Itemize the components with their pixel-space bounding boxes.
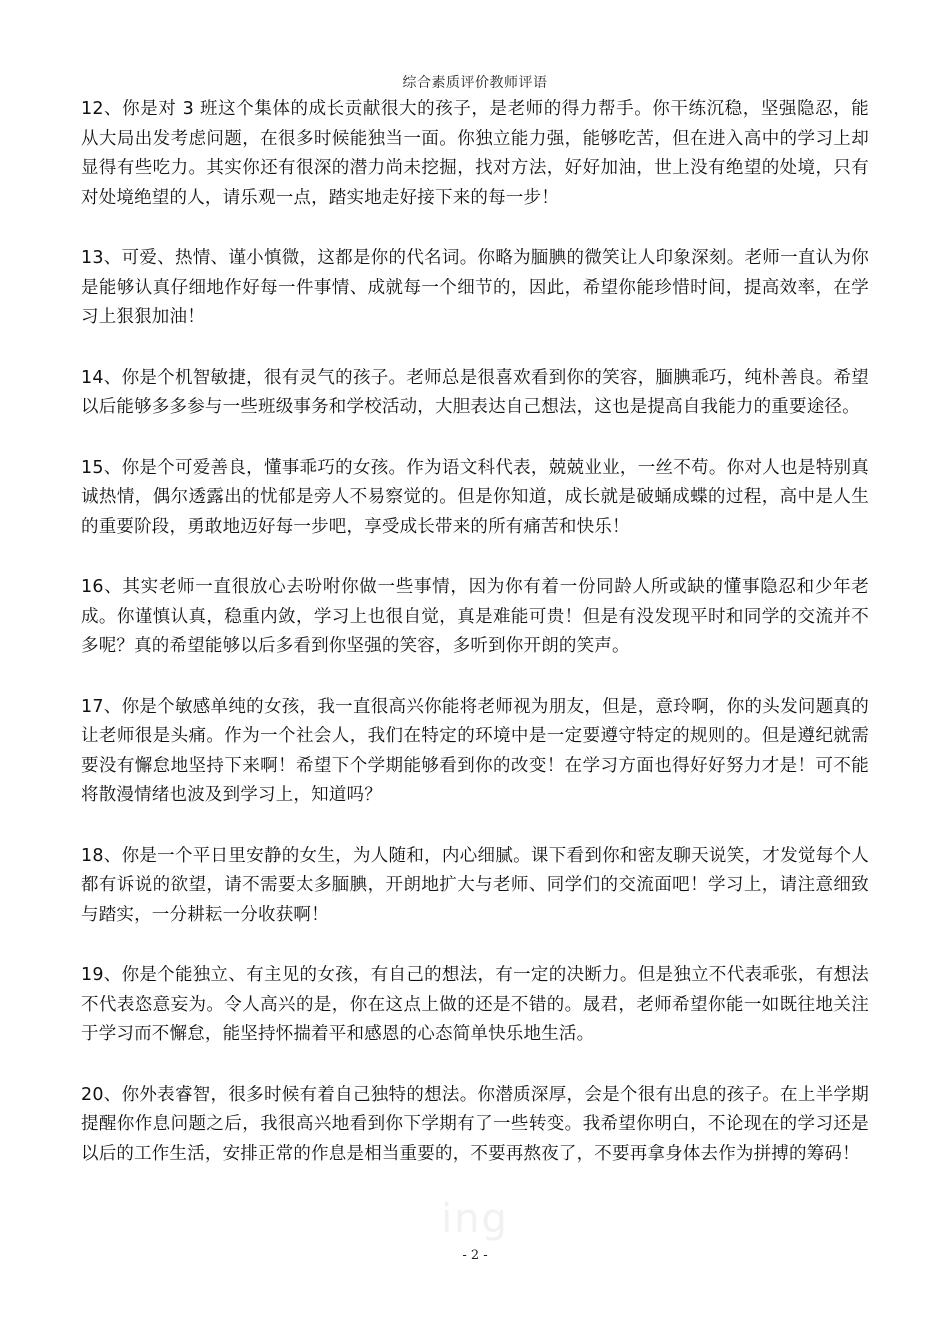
page-header-title: 综合素质评价教师评语	[402, 75, 548, 91]
comment-paragraph-13: 13、可爱、热情、谨小慎微，这都是你的代名词。你略为腼腆的微笑让人印象深刻。老师一直认为你是能够认真仔细地作好每一件事情、成就每一个细节的，因此，希望你能珍惜时间，提高效率，在学习上狠狠加油！	[81, 248, 869, 327]
comment-paragraph-15: 15、你是个可爱善良，懂事乖巧的女孩。作为语文科代表，兢兢业业，一丝不苟。你对人也是特别真诚热情，偶尔透露出的忧郁是旁人不易察觉的。但是你知道，成长就是破蛹成蝶的过程，高中是人生的重要阶段，勇敢地迈好每一步吧，享受成长带来的所有痛苦和快乐！	[81, 457, 869, 537]
comment-paragraph-17: 17、你是个敏感单纯的女孩，我一直很高兴你能将老师视为朋友，但是，意玲啊，你的头发问题真的让老师很是头痛。作为一个社会人，我们在特定的环境中是一定要遵守特定的规则的。但是遵纪就需要没有懈怠地坚持下来啊！希望下个学期能够看到你的改变！在学习方面也得好好努力才是！可不能将散漫情绪也波及到学习上，知道吗？	[81, 696, 869, 805]
comment-paragraph-18: 18、你是一个平日里安静的女生，为人随和，内心细腻。课下看到你和密友聊天说笑，才发觉每个人都有诉说的欲望，请不需要太多腼腆，开朗地扩大与老师、同学们的交流面吧！学习上，请注意细致与踏实，一分耕耘一分收获啊！	[81, 845, 869, 925]
comment-paragraph-14: 14、你是个机智敏捷，很有灵气的孩子。老师总是很喜欢看到你的笑容，腼腆乖巧，纯朴善良。希望以后能够多多参与一些班级事务和学校活动，大胆表达自己想法，这也是提高自我能力的重要途径。	[81, 367, 869, 417]
comments-body	[81, 95, 869, 1200]
comment-paragraph-12: 12、你是对 3 班这个集体的成长贡献很大的孩子，是老师的得力帮手。你干练沉稳，坚强隐忍，能从大局出发考虑问题，在很多时候能独当一面。你独立能力强，能够吃苦，但在进入高中的学习上却显得有些吃力。其实你还有很深的潜力尚未挖掘，找对方法，好好加油，世上没有绝望的处境，只有对处境绝望的人，请乐观一点，踏实地走好接下来的每一步！	[81, 99, 869, 208]
page-number: - 2 -	[462, 1248, 488, 1263]
watermark: ing	[441, 1196, 509, 1242]
comment-paragraph-20: 20、你外表睿智，很多时候有着自己独特的想法。你潜质深厚，会是个很有出息的孩子。在上半学期提醒你作息问题之后，我很高兴地看到你下学期有了一些转变。我希望你明白，不论现在的学习还是以后的工作生活，安排正常的作息是相当重要的，不要再熬夜了，不要再拿身体去作为拼搏的筹码！	[81, 1084, 869, 1164]
comment-paragraph-19: 19、你是个能独立、有主见的女孩，有自己的想法，有一定的决断力。但是独立不代表乖张，有想法不代表恣意妄为。令人高兴的是，你在这点上做的还是不错的。晟君，老师希望你能一如既往地关注于学习而不懈怠，能坚持怀揣着平和感恩的心态简单快乐地生活。	[81, 965, 869, 1044]
comment-paragraph-16: 16、其实老师一直很放心去吩咐你做一些事情，因为你有着一份同龄人所或缺的懂事隐忍和少年老成。你谨慎认真，稳重内敛，学习上也很自觉，真是难能可贵！但是有没发现平时和同学的交流并不多呢？真的希望能够以后多看到你坚强的笑容，多听到你开朗的笑声。	[81, 577, 869, 656]
